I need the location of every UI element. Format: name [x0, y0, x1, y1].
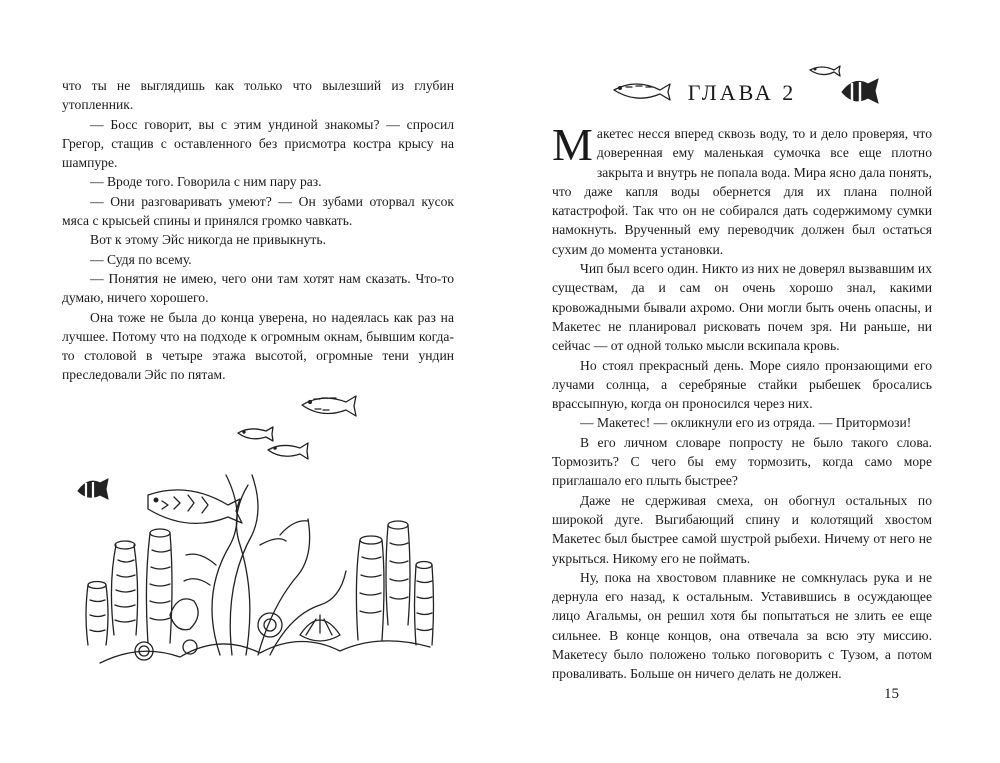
paragraph: Даже не сдерживая смеха, он обогнул остальных по широкой дуге. Выгибающий спину и колотящий хвостом Макетес был быстрее самой шустрой рыбехи. Ничему от него не укрыться. Никому его не поймать. [552, 492, 932, 566]
coral-icon [86, 529, 172, 645]
fish-icon [148, 490, 242, 524]
paragraph: Но стоял прекрасный день. Море сияло пронзающими его лучами солнца, а серебряные стайки рыбешек бросались врассыпную, когда он проносился через них. [552, 357, 932, 412]
coral-reef-illustration [70, 385, 470, 680]
fish-icon [238, 427, 273, 441]
paragraph: — Босс говорит, вы с этим ундиной знакомы? — спросил Грегор, стащив с оставленного без присмотра костра крысу на шампуре. [62, 116, 454, 171]
chapter-title: ГЛАВА 2 [687, 80, 797, 105]
fish-icon [268, 443, 308, 459]
paragraph: — Вроде того. Говорила с ним пару раз. [90, 174, 322, 190]
first-paragraph-text: акетес несся вперед сквозь воду, то и дело проверяя, что доверенная ему маленькая сумочка все еще плотно закрыта и внутрь не попала вода. Мира ясно дала понять, что даже капля воды обернется для их плана полной катастрофой. Так что он не собирался дать содержимому сумки намокнуть. Врученный ему переводчик должен был остаться сухим до момента установки. [552, 126, 932, 257]
paragraph: что ты не выглядишь как только что вылезший из глубин утопленник. [62, 78, 454, 113]
chapter-heading [552, 76, 932, 124]
drop-cap: М [552, 119, 593, 170]
reef-base-icon [100, 599, 430, 663]
paragraph: Ну, пока на хвостовом плавнике не сомкнулась рука и не дернула его назад, к остальным. Уставившись в осуждающее лицо Агальмы, он решил хотя бы попытаться не злить ее еще сильнее. В конце концов, она отвечала за всю эту миссию. Макетесу было положено только поговорить с Тузом, а потом проваливать. Больше он ничего делать не должен. [552, 569, 932, 682]
paragraph: — Они разговаривать умеют? — Он зубами оторвал кусок мяса с крысьей спины и принялся громко чавкать. [62, 193, 454, 229]
fish-icon [810, 66, 840, 76]
paragraph: Чип был всего один. Никто из них не доверял вызвавшим их существам, да и сам он очень хорошо знал, какими кровожадными бывали ахромо. Они могли быть очень опасны, и Макетес не планировал рисковать почем зря. Ни раньше, ни сейчас — от одной только мысли вскипала кровь. [552, 261, 932, 354]
paragraph: Она тоже не была до конца уверена, но надеялась как раз на лучшее. Потому что на подходе к огромным окнам, бывшим когда-то столовой в четыре этажа высотой, огромные тени ундин преследовали Эйс по пятам. [62, 309, 454, 383]
right-page-text [552, 76, 932, 684]
angelfish-icon [78, 479, 108, 502]
paragraph: — Макетес! — окликнули его из отряда. — Притормози! [580, 415, 912, 431]
page-number: 15 [884, 686, 899, 702]
left-page-text [62, 76, 454, 385]
coral-icon [356, 521, 433, 645]
paragraph: В его личном словаре попросту не было такого слова. Тормозить? С чего бы ему тормозить, когда само море приглашало его плыть быстрее? [552, 434, 932, 489]
paragraph: — Понятия не имею, чего они там хотят нам сказать. Что-то думаю, ничего хорошего. [62, 270, 454, 306]
paragraph: — Судя по всему. [90, 251, 192, 267]
paragraph: Вот к этому Эйс никогда не привыкнуть. [90, 232, 326, 248]
fish-icon [302, 396, 356, 416]
first-paragraph [552, 119, 932, 259]
